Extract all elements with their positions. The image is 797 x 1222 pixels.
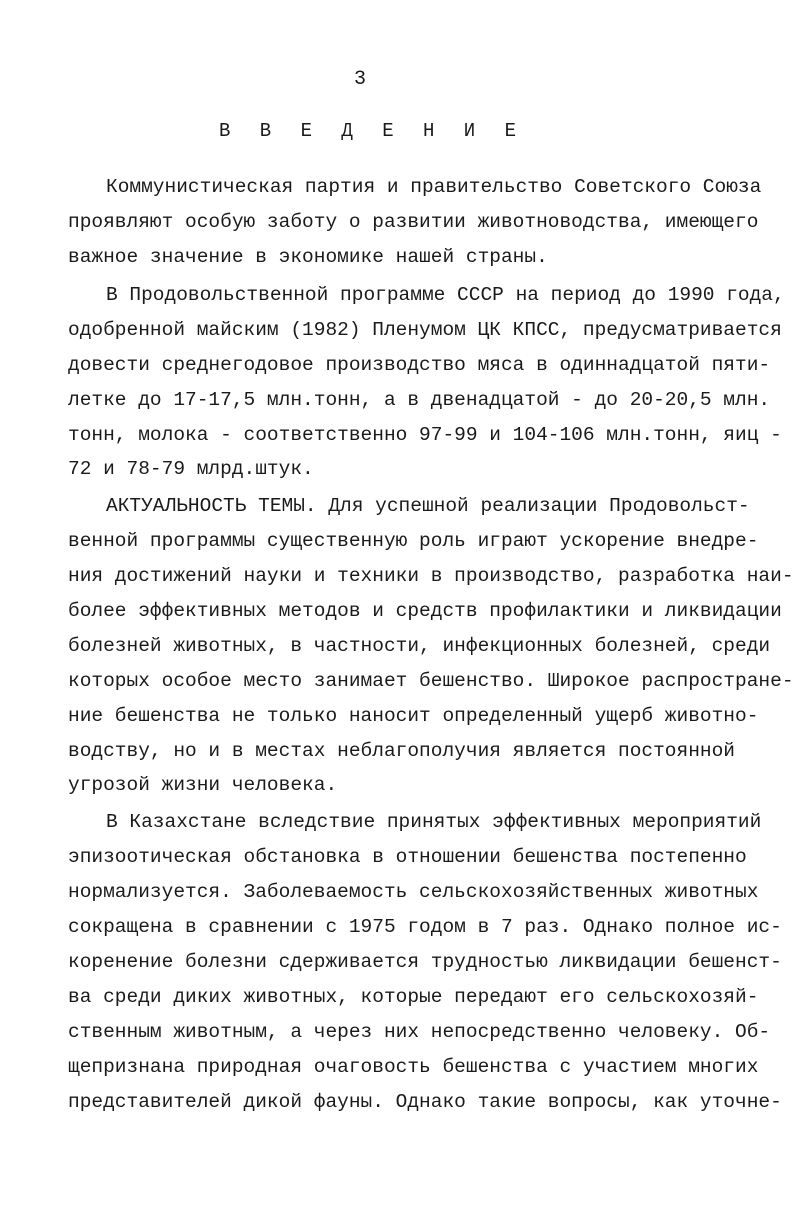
text-line: ва среди диких животных, которые передают его сельскохозяй- (68, 986, 759, 1008)
section-heading: В В Е Д Е Н И Е (218, 120, 526, 142)
text-line: В Продовольственной программе СССР на период до 1990 года, (106, 284, 785, 306)
text-line: которых особое место занимает бешенство. Широкое распростране- (68, 670, 794, 692)
text-line: одобренной майским (1982) Пленумом ЦК КПСС, предусматривается (68, 319, 782, 341)
text-line: проявляют особую заботу о развитии животноводства, имеющего (68, 211, 759, 233)
page-number: 3 (353, 68, 366, 91)
text-line: более эффективных методов и средств профилактики и ликвидации (68, 600, 782, 622)
text-line: эпизоотическая обстановка в отношении бешенства постепенно (68, 846, 747, 868)
text-line: болезней животных, в частности, инфекционных болезней, среди (68, 635, 771, 657)
text-line: довести среднегодовое производство мяса в одиннадцатой пяти- (68, 354, 771, 376)
text-line: представителей дикой фауны. Однако такие вопросы, как уточне- (68, 1091, 782, 1113)
text-line: коренение болезни сдерживается трудностью ликвидации бешенст- (68, 951, 782, 973)
text-line: венной программы существенную роль играют ускорение внедре- (68, 530, 759, 552)
text-line: ние бешенства не только наносит определенный ущерб животно- (68, 705, 759, 727)
text-line: щепризнана природная очаговость бешенства с участием многих (68, 1056, 759, 1078)
text-line: ния достижений науки и техники в производство, разработка наи- (68, 565, 794, 587)
text-line: ственным животным, а через них непосредственно человеку. Об- (68, 1021, 771, 1043)
text-line: Коммунистическая партия и правительство Советского Союза (106, 176, 762, 198)
text-line: 72 и 78-79 млрд.штук. (68, 458, 314, 480)
text-line: важное значение в экономике нашей страны. (68, 246, 548, 268)
text-line: тонн, молока - соответственно 97-99 и 104-106 млн.тонн, яиц - (68, 424, 782, 446)
text-line: В Казахстане вследствие принятых эффективных мероприятий (106, 811, 762, 833)
text-line: нормализуется. Заболеваемость сельскохозяйственных животных (68, 881, 759, 903)
text-line: АКТУАЛЬНОСТЬ ТЕМЫ. Для успешной реализации Продовольст- (106, 495, 750, 517)
text-line: сокращена в сравнении с 1975 годом в 7 раз. Однако полное ис- (68, 916, 782, 938)
text-line: летке до 17-17,5 млн.тонн, а в двенадцатой - до 20-20,5 млн. (68, 389, 771, 411)
text-line: угрозой жизни человека. (68, 774, 338, 796)
text-line: водству, но и в местах неблагополучия является постоянной (68, 740, 736, 762)
